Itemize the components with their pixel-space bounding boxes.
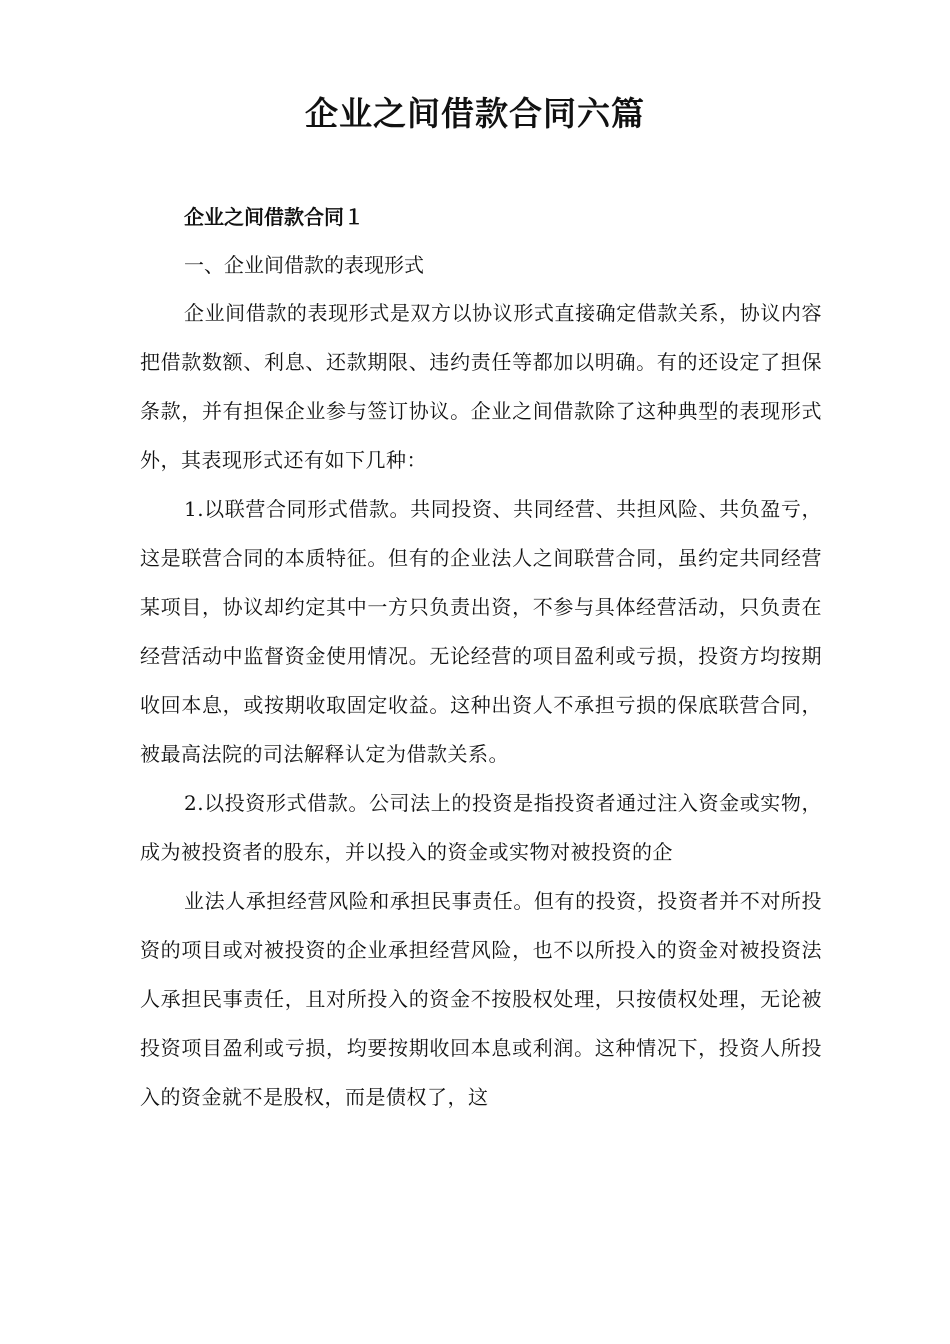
paragraph: 2.以投资形式借款。公司法上的投资是指投资者通过注入资金或实物，成为被投资者的股东，并以投入的资金或实物对被投资的企	[140, 791, 822, 864]
paragraph: 1.以联营合同形式借款。共同投资、共同经营、共担风险、共负盈亏，这是联营合同的本质特征。但有的企业法人之间联营合同，虽约定共同经营某项目，协议却约定其中一方只负责出资，不参与具体经营活动，只负责在经营活动中监督资金使用情况。无论经营的项目盈利或亏损，投资方均按期收回本息，或按期收取固定收益。这种出资人不承担亏损的保底联营合同，被最高法院的司法解释认定为借款关系。	[140, 497, 822, 766]
paragraph: 企业间借款的表现形式是双方以协议形式直接确定借款关系，协议内容把借款数额、利息、还款期限、违约责任等都加以明确。有的还设定了担保条款，并有担保企业参与签订协议。企业之间借款除了这种典型的表现形式外，其表现形式还有如下几种：	[140, 301, 822, 472]
paragraph: 业法人承担经营风险和承担民事责任。但有的投资，投资者并不对所投资的项目或对被投资的企业承担经营风险，也不以所投入的资金对被投资法人承担民事责任，且对所投入的资金不按股权处理，只按债权处理，无论被投资项目盈利或亏损，均要按期收回本息或利润。这种情况下，投资人所投入的资金就不是股权，而是债权了，这	[140, 889, 822, 1109]
subheading: 一、企业间借款的表现形式	[184, 253, 424, 277]
document-title: 企业之间借款合同六篇	[305, 94, 645, 133]
document-body	[140, 193, 822, 1122]
section-heading: 企业之间借款合同１	[184, 205, 364, 229]
